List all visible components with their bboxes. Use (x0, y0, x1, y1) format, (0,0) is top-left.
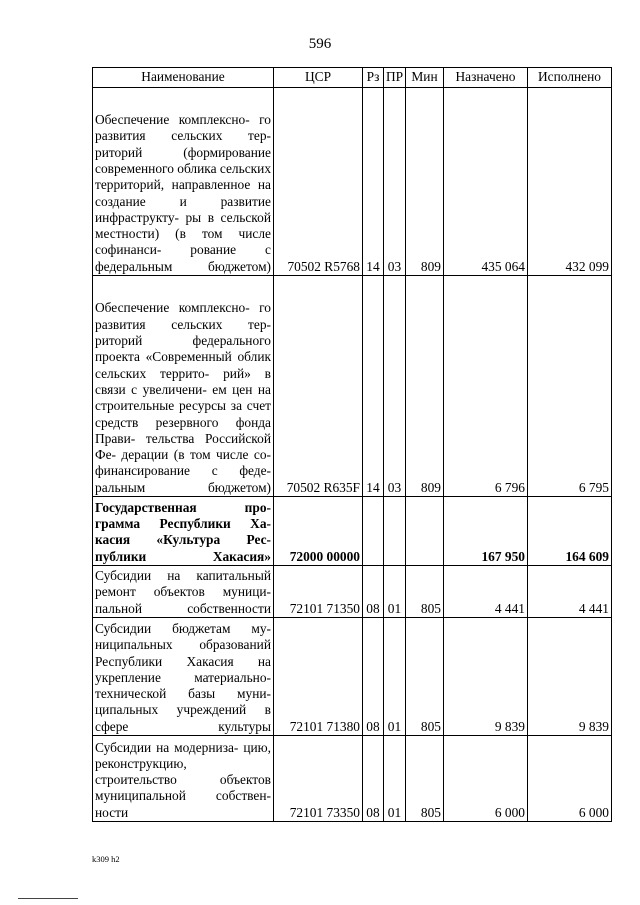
footer-code: k309 h2 (92, 854, 120, 864)
row-executed: 4 441 (528, 566, 612, 618)
header-executed: Исполнено (528, 68, 612, 88)
row-min: 809 (406, 276, 444, 497)
table-row (93, 497, 612, 566)
row-csr: 72101 73350 (274, 736, 363, 822)
table-row (93, 88, 612, 276)
row-csr: 72000 00000 (274, 497, 363, 566)
row-name: Субсидии на капитальный ремонт объектов муници- пальной собственности (93, 566, 274, 618)
row-min: 805 (406, 566, 444, 618)
header-csr: ЦСР (274, 68, 363, 88)
row-planned: 435 064 (444, 88, 528, 276)
row-rz: 14 (363, 88, 384, 276)
header-name: Наименование (93, 68, 274, 88)
row-csr: 72101 71380 (274, 618, 363, 736)
row-csr: 70502 R635F (274, 276, 363, 497)
row-pr: 03 (384, 276, 406, 497)
row-rz: 14 (363, 276, 384, 497)
row-rz (363, 497, 384, 566)
row-planned: 167 950 (444, 497, 528, 566)
row-name: Субсидии на модерниза- цию, реконструкцию, строительство объектов муниципальной собствен- ности (93, 736, 274, 822)
row-planned: 6 000 (444, 736, 528, 822)
header-rz: Рз (363, 68, 384, 88)
row-name: Обеспечение комплексно- го развития сельских тер- риторий (формирование современного облика сельских территорий, направленное на создание и развитие инфраструкту- ры в сельской местности) (в том числе софинанси- рование с федеральным бюджетом) (93, 88, 274, 276)
table-row (93, 618, 612, 736)
row-min: 805 (406, 736, 444, 822)
row-executed: 9 839 (528, 618, 612, 736)
row-executed: 164 609 (528, 497, 612, 566)
table-header-row (93, 68, 612, 88)
row-name: Обеспечение комплексно- го развития сельских тер- риторий федерального проекта «Современный облик сельских террито- рий» в связи с увеличени- ем цен на строительные ресурсы за счет средств резервного фонда Прави- тельства Российской Фе- дерации (в том числе со- финансирование с феде- ральным бюджетом) (93, 276, 274, 497)
row-csr: 70502 R5768 (274, 88, 363, 276)
table-row (93, 276, 612, 497)
header-pr: ПР (384, 68, 406, 88)
row-pr: 01 (384, 618, 406, 736)
page-number: 596 (308, 36, 332, 52)
footer-divider (18, 898, 78, 899)
row-pr (384, 497, 406, 566)
row-executed: 432 099 (528, 88, 612, 276)
row-min (406, 497, 444, 566)
row-pr: 01 (384, 566, 406, 618)
header-planned: Назначено (444, 68, 528, 88)
row-planned: 9 839 (444, 618, 528, 736)
table-row (93, 736, 612, 822)
row-rz: 08 (363, 618, 384, 736)
row-name: Государственная про- грамма Республики Ха- касия «Культура Рес- публики Хакасия» (93, 497, 274, 566)
row-planned: 4 441 (444, 566, 528, 618)
row-rz: 08 (363, 736, 384, 822)
header-min: Мин (406, 68, 444, 88)
row-pr: 03 (384, 88, 406, 276)
row-csr: 72101 71350 (274, 566, 363, 618)
row-name: Субсидии бюджетам му- ниципальных образований Республики Хакасия на укрепление материально- технической базы муни- ципальных учреждений в сфере культуры (93, 618, 274, 736)
row-planned: 6 796 (444, 276, 528, 497)
row-min: 809 (406, 88, 444, 276)
row-rz: 08 (363, 566, 384, 618)
row-pr: 01 (384, 736, 406, 822)
table-row (93, 566, 612, 618)
row-executed: 6 000 (528, 736, 612, 822)
row-min: 805 (406, 618, 444, 736)
budget-table (92, 67, 612, 822)
row-executed: 6 795 (528, 276, 612, 497)
